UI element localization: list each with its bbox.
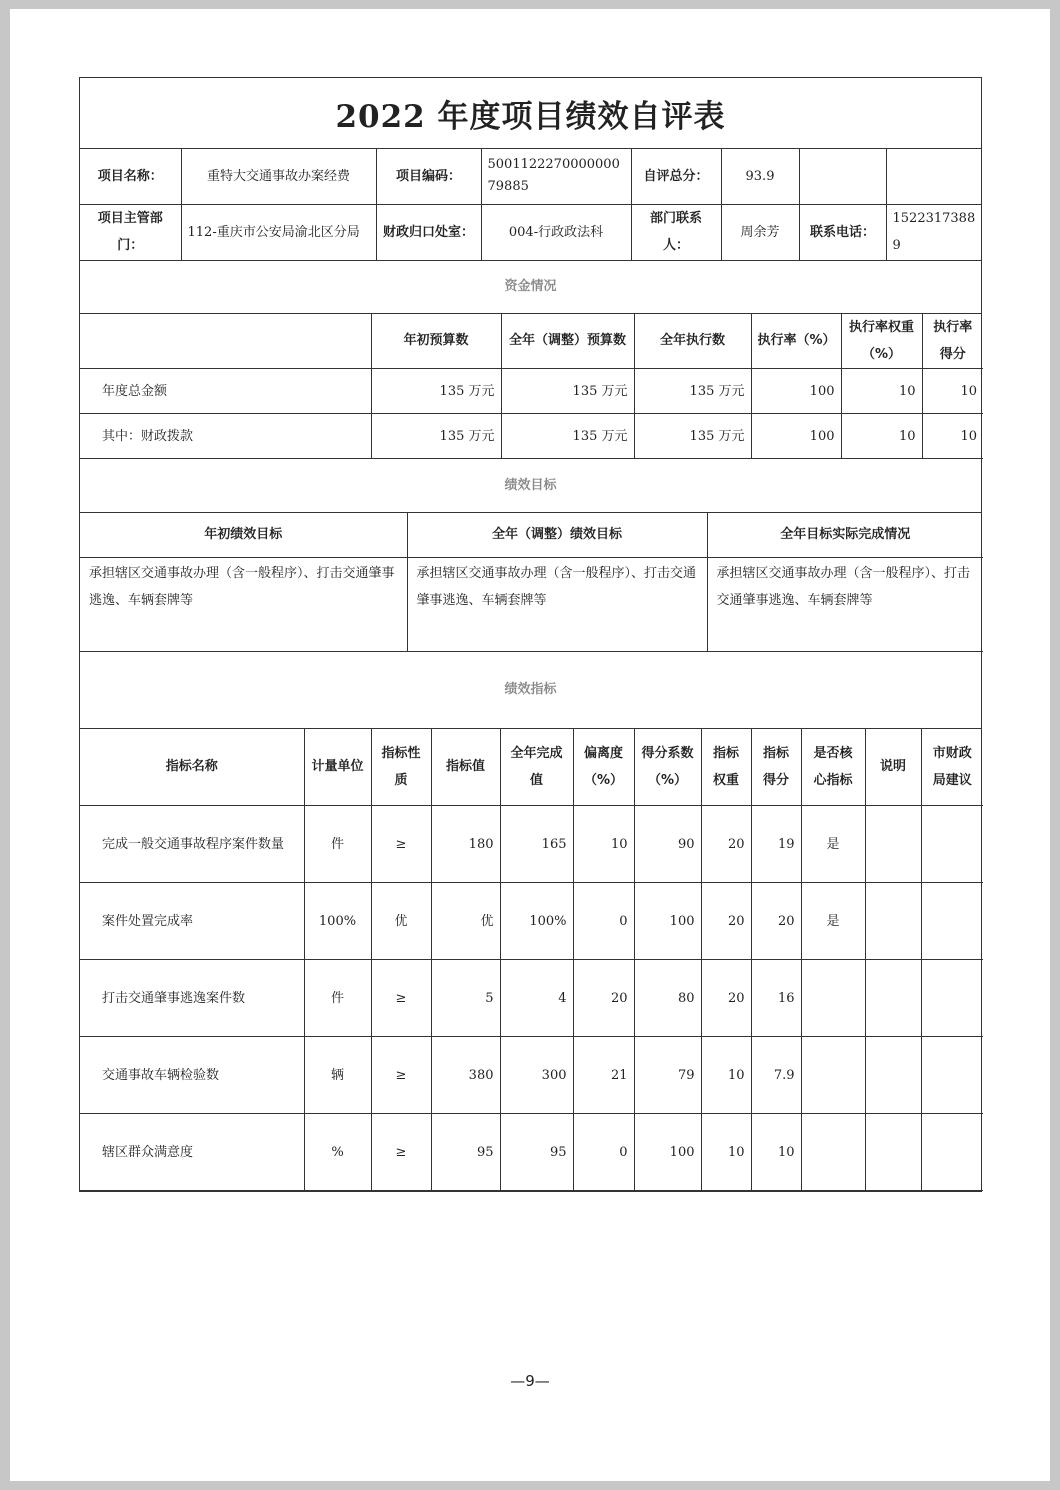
indicator-cell: [921, 1037, 983, 1114]
table-row: [80, 369, 983, 414]
funds-cell: 135 万元: [501, 414, 634, 459]
indicator-cell: 90: [634, 806, 701, 883]
indicator-cell: 21: [573, 1037, 634, 1114]
indicator-header: 指标值: [431, 729, 500, 806]
indicator-cell: ≥: [371, 1037, 431, 1114]
indicator-cell: 100: [634, 1114, 701, 1191]
indicator-cell: ≥: [371, 806, 431, 883]
funds-table: [80, 314, 983, 460]
indicator-cell: 80: [634, 960, 701, 1037]
indicator-cell: [801, 1037, 865, 1114]
indicator-cell: [865, 960, 921, 1037]
indicator-cell: 20: [573, 960, 634, 1037]
indicator-name: 辖区群众满意度: [80, 1114, 304, 1191]
funds-cell: 10: [841, 369, 922, 414]
self-score-label: 自评总分：: [631, 149, 721, 204]
contact: 周余芳: [721, 204, 799, 260]
goals-table: [80, 513, 983, 652]
indicator-cell: [921, 806, 983, 883]
goals-section-title: 绩效目标: [80, 459, 981, 513]
indicator-header: 得分系数（%）: [634, 729, 701, 806]
indicator-cell: [865, 1037, 921, 1114]
phone: 15223173889: [886, 204, 982, 260]
funds-cell: 135 万元: [634, 369, 751, 414]
finance: 004-行政政法科: [481, 204, 631, 260]
indicator-cell: 100%: [304, 883, 371, 960]
funds-cell: 10: [841, 414, 922, 459]
indicator-cell: 95: [431, 1114, 500, 1191]
indicator-header: 偏离度（%）: [573, 729, 634, 806]
self-score: 93.9: [721, 149, 799, 204]
funds-header: 全年（调整）预算数: [501, 314, 634, 369]
funds-header: 执行率权重（%）: [841, 314, 922, 369]
indicator-cell: [921, 960, 983, 1037]
indicator-cell: 0: [573, 1114, 634, 1191]
funds-header: 全年执行数: [634, 314, 751, 369]
project-code: 500112227000000079885: [481, 149, 631, 204]
indicator-header: 计量单位: [304, 729, 371, 806]
indicator-cell: [865, 883, 921, 960]
indicator-cell: [801, 960, 865, 1037]
funds-row-label: 其中：财政拨款: [80, 414, 371, 459]
indicator-cell: 20: [751, 883, 801, 960]
indicator-cell: 380: [431, 1037, 500, 1114]
indicators-table: [80, 729, 983, 1192]
indicator-cell: 5: [431, 960, 500, 1037]
project-code-label: 项目编码：: [376, 149, 481, 204]
table-row: [80, 883, 983, 960]
dept-label: 项目主管部门：: [80, 204, 181, 260]
project-name: 重特大交通事故办案经费: [181, 149, 376, 204]
indicators-body: [80, 806, 983, 1191]
funds-cell: 135 万元: [501, 369, 634, 414]
indicator-header: 全年完成值: [500, 729, 573, 806]
goals-header: 全年（调整）绩效目标: [407, 513, 707, 557]
indicator-cell: 100: [634, 883, 701, 960]
indicator-cell: 10: [751, 1114, 801, 1191]
indicator-cell: [865, 1114, 921, 1191]
indicator-name: 打击交通肇事逃逸案件数: [80, 960, 304, 1037]
table-row: [80, 806, 983, 883]
goal-initial: 承担辖区交通事故办理（含一般程序）、打击交通肇事逃逸、车辆套牌等: [80, 557, 407, 651]
indicator-cell: 是: [801, 806, 865, 883]
indicator-cell: 165: [500, 806, 573, 883]
goal-actual: 承担辖区交通事故办理（含一般程序）、打击交通肇事逃逸、车辆套牌等: [707, 557, 983, 651]
indicator-cell: %: [304, 1114, 371, 1191]
indicator-cell: [921, 1114, 983, 1191]
funds-cell: 135 万元: [371, 414, 501, 459]
indicator-cell: 180: [431, 806, 500, 883]
form-title: 2022 年度项目绩效自评表: [80, 78, 981, 149]
page-number: —9—: [510, 1372, 550, 1390]
indicator-cell: 优: [371, 883, 431, 960]
indicator-cell: 4: [500, 960, 573, 1037]
indicator-cell: 19: [751, 806, 801, 883]
table-row: [80, 1114, 983, 1191]
indicator-cell: ≥: [371, 1114, 431, 1191]
funds-header: 执行率得分: [922, 314, 983, 369]
funds-header: 执行率（%）: [751, 314, 841, 369]
evaluation-form: [79, 77, 982, 1192]
indicator-cell: 件: [304, 806, 371, 883]
indicator-cell: 95: [500, 1114, 573, 1191]
indicator-header: 指标权重: [701, 729, 751, 806]
indicator-cell: 300: [500, 1037, 573, 1114]
indicators-header-row: [80, 729, 983, 806]
funds-header: 年初预算数: [371, 314, 501, 369]
funds-section-title: 资金情况: [80, 261, 981, 314]
indicator-header: 是否核心指标: [801, 729, 865, 806]
empty-cell: [799, 149, 886, 204]
project-name-label: 项目名称：: [80, 149, 181, 204]
indicator-cell: 是: [801, 883, 865, 960]
indicator-cell: 100%: [500, 883, 573, 960]
indicator-cell: 20: [701, 960, 751, 1037]
indicator-cell: 20: [701, 883, 751, 960]
contact-label: 部门联系人：: [631, 204, 721, 260]
indicator-cell: [801, 1114, 865, 1191]
table-row: [80, 960, 983, 1037]
indicators-section-title: 绩效指标: [80, 652, 981, 729]
funds-cell: 10: [922, 414, 983, 459]
indicator-header: 说明: [865, 729, 921, 806]
goals-header: 全年目标实际完成情况: [707, 513, 983, 557]
table-row: [80, 1037, 983, 1114]
indicator-cell: 79: [634, 1037, 701, 1114]
finance-label: 财政归口处室：: [376, 204, 481, 260]
indicator-cell: 7.9: [751, 1037, 801, 1114]
info-table: [80, 149, 982, 261]
goals-header: 年初绩效目标: [80, 513, 407, 557]
indicator-name: 交通事故车辆检验数: [80, 1037, 304, 1114]
dept: 112-重庆市公安局渝北区分局: [181, 204, 376, 260]
indicator-cell: 20: [701, 806, 751, 883]
indicator-cell: 10: [573, 806, 634, 883]
indicator-cell: [865, 806, 921, 883]
phone-label: 联系电话：: [799, 204, 886, 260]
indicator-cell: 10: [701, 1114, 751, 1191]
funds-cell: 100: [751, 414, 841, 459]
funds-cell: 100: [751, 369, 841, 414]
indicator-cell: ≥: [371, 960, 431, 1037]
indicator-cell: 0: [573, 883, 634, 960]
funds-cell: 10: [922, 369, 983, 414]
funds-cell: 135 万元: [634, 414, 751, 459]
funds-row-label: 年度总金额: [80, 369, 371, 414]
funds-cell: 135 万元: [371, 369, 501, 414]
indicator-cell: 辆: [304, 1037, 371, 1114]
funds-header-blank: [80, 314, 371, 369]
indicator-header: 指标名称: [80, 729, 304, 806]
empty-cell: [886, 149, 982, 204]
indicator-cell: 16: [751, 960, 801, 1037]
indicator-header: 市财政局建议: [921, 729, 983, 806]
indicator-header: 指标得分: [751, 729, 801, 806]
indicator-cell: 10: [701, 1037, 751, 1114]
indicator-cell: 优: [431, 883, 500, 960]
goal-adjusted: 承担辖区交通事故办理（含一般程序）、打击交通肇事逃逸、车辆套牌等: [407, 557, 707, 651]
indicator-name: 案件处置完成率: [80, 883, 304, 960]
indicator-cell: 件: [304, 960, 371, 1037]
indicator-name: 完成一般交通事故程序案件数量: [80, 806, 304, 883]
indicator-cell: [921, 883, 983, 960]
indicator-header: 指标性质: [371, 729, 431, 806]
table-row: [80, 414, 983, 459]
